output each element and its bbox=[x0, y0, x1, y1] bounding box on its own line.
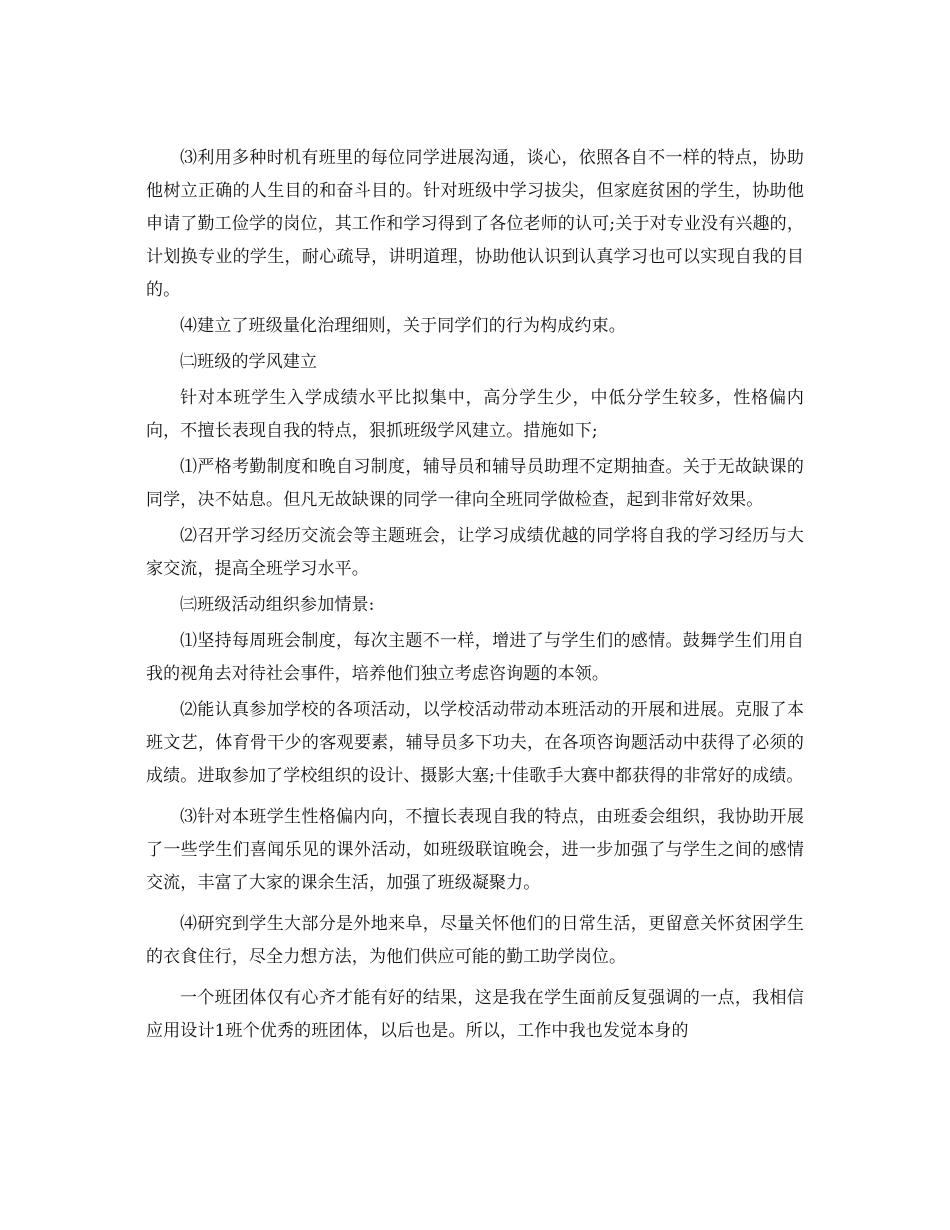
paragraph-study-style-intro: 针对本班学生入学成绩水平比拟集中，高分学生少，中低分学生较多，性格偏内向，不擅长表现自我的特点，狠抓班级学风建立。措施如下; bbox=[146, 388, 804, 441]
paragraph-weekly-meetings: ⑴坚持每周班会制度，每次主题不一样，增进了与学生们的感情。鼓舞学生们用自我的视角去对待社会事件，培养他们独立考虑咨询题的本领。 bbox=[146, 631, 804, 684]
paragraph-attendance: ⑴严格考勤制度和晚自习制度，辅导员和辅导员助理不定期抽查。关于无故缺课的同学，决不姑息。但凡无故缺课的同学一律向全班同学做检查，起到非常好效果。 bbox=[146, 457, 804, 510]
paragraph-school-activities: ⑵能认真参加学校的各项活动，以学校活动带动本班活动的开展和进展。克服了本班文艺，体育骨干少的客观要素，辅导员多下功夫，在各项咨询题活动中获得了必须的成绩。进取参加了学校组织的设计、摄影大塞;十佳歌手大赛中都获得的非常好的成绩。 bbox=[146, 700, 804, 786]
paragraph-quantified-rules: ⑷建立了班级量化治理细则，关于同学们的行为构成约束。 bbox=[180, 316, 626, 336]
paragraph-student-care: ⑷研究到学生大部分是外地来阜，尽量关怀他们的日常生活，更留意关怀贫困学生的衣食住行，尽全力想方法，为他们供应可能的勤工助学岗位。 bbox=[146, 914, 804, 967]
paragraph-class-unity: 一个班团体仅有心齐才能有好的结果，这是我在学生面前反复强调的一点，我相信应用设计1班个优秀的班团体，以后也是。所以，工作中我也发觉本身的 bbox=[146, 988, 804, 1041]
document-body bbox=[146, 142, 804, 1048]
paragraph-extracurricular: ⑶针对本班学生性格偏内向，不擅长表现自我的特点，由班委会组织，我协助开展了一些学生们喜闻乐见的课外活动，如班级联谊晚会，进一步加强了与学生之间的感情交流，丰富了大家的课余生活，加强了班级凝聚力。 bbox=[146, 807, 804, 893]
section-heading-class-activities: ㈢班级活动组织参加情景: bbox=[180, 595, 375, 615]
paragraph-experience-exchange: ⑵召开学习经历交流会等主题班会，让学习成绩优越的同学将自我的学习经历与大家交流，提高全班学习水平。 bbox=[146, 526, 804, 579]
paragraph-communication: ⑶利用多种时机有班里的每位同学进展沟通，谈心，依照各自不一样的特点，协助他树立正确的人生目的和奋斗目的。针对班级中学习拔尖，但家庭贫困的学生，协助他申请了勤工俭学的岗位，其工作和学习得到了各位老师的认可;关于对专业没有兴趣的，计划换专业的学生，耐心疏导，讲明道理，协助他认识到认真学习也可以实现自我的目的。 bbox=[146, 148, 804, 300]
section-heading-study-style: ㈡班级的学风建立 bbox=[180, 352, 318, 372]
